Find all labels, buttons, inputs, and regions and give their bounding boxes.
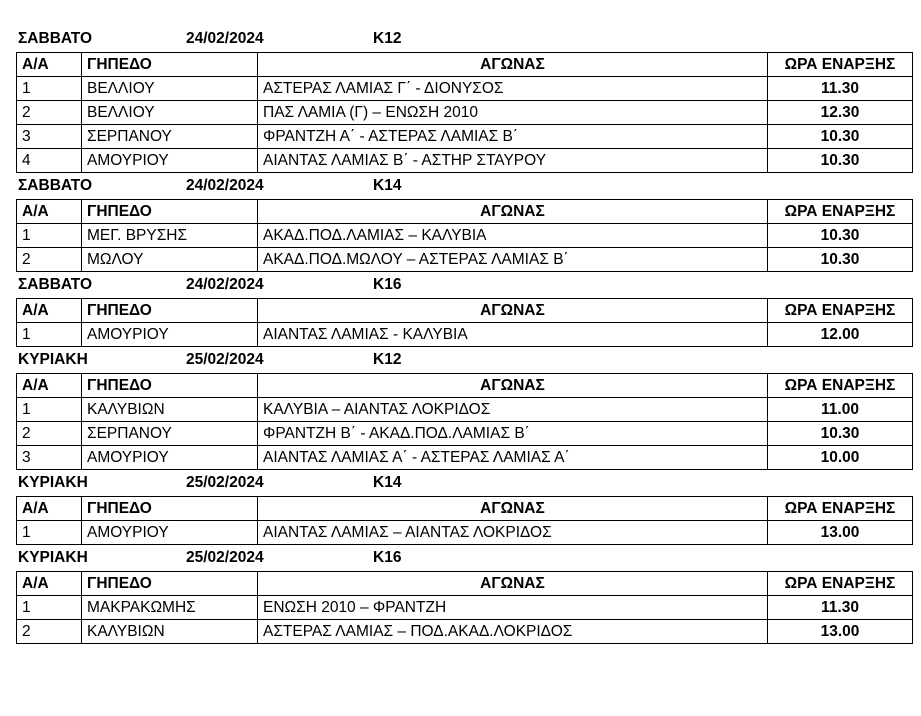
row-match: ΑΣΤΕΡΑΣ ΛΑΜΙΑΣ – ΠΟΔ.ΑΚΑΔ.ΛΟΚΡΙΔΟΣ <box>258 620 768 644</box>
row-number: 2 <box>17 101 82 125</box>
column-header-match: ΑΓΩΝΑΣ <box>258 299 768 323</box>
row-number: 1 <box>17 398 82 422</box>
row-match: ΦΡΑΝΤΖΗ Α΄ - ΑΣΤΕΡΑΣ ΛΑΜΙΑΣ Β΄ <box>258 125 768 149</box>
section-category: Κ12 <box>373 30 402 47</box>
schedule-table <box>16 571 913 644</box>
row-number: 2 <box>17 620 82 644</box>
table-row <box>17 446 913 470</box>
column-header-venue: ΓΗΠΕΔΟ <box>82 200 258 224</box>
row-start-time: 11.30 <box>768 77 913 101</box>
section-day: ΣΑΒΒΑΤΟ <box>18 177 93 194</box>
table-header-row <box>17 497 913 521</box>
section-header <box>16 347 912 373</box>
column-header-match: ΑΓΩΝΑΣ <box>258 200 768 224</box>
section-date: 25/02/2024 <box>186 351 264 368</box>
row-start-time: 10.30 <box>768 248 913 272</box>
table-header-row <box>17 572 913 596</box>
column-header-venue: ΓΗΠΕΔΟ <box>82 299 258 323</box>
row-number: 2 <box>17 422 82 446</box>
table-row <box>17 125 913 149</box>
section-header <box>16 173 912 199</box>
column-header-aa: Α/Α <box>17 497 82 521</box>
section-date: 24/02/2024 <box>186 276 264 293</box>
row-venue: ΑΜΟΥΡΙΟΥ <box>82 323 258 347</box>
section-category: Κ14 <box>373 474 402 491</box>
table-row <box>17 323 913 347</box>
section-date: 25/02/2024 <box>186 474 264 491</box>
row-match: ΑΙΑΝΤΑΣ ΛΑΜΙΑΣ - ΚΑΛΥΒΙΑ <box>258 323 768 347</box>
schedule-document <box>16 26 912 644</box>
row-match: ΚΑΛΥΒΙΑ – ΑΙΑΝΤΑΣ ΛΟΚΡΙΔΟΣ <box>258 398 768 422</box>
column-header-venue: ΓΗΠΕΔΟ <box>82 374 258 398</box>
row-start-time: 10.00 <box>768 446 913 470</box>
row-number: 1 <box>17 77 82 101</box>
row-number: 1 <box>17 596 82 620</box>
column-header-start-time: ΩΡΑ ΕΝΑΡΞΗΣ <box>768 53 913 77</box>
row-number: 2 <box>17 248 82 272</box>
table-row <box>17 422 913 446</box>
schedule-section <box>16 173 912 272</box>
schedule-table <box>16 199 913 272</box>
schedule-table <box>16 496 913 545</box>
section-day: ΚΥΡΙΑΚΗ <box>18 549 88 566</box>
row-start-time: 12.00 <box>768 323 913 347</box>
table-header-row <box>17 200 913 224</box>
schedule-table <box>16 298 913 347</box>
row-start-time: 10.30 <box>768 125 913 149</box>
table-row <box>17 596 913 620</box>
row-match: ΕΝΩΣΗ 2010 – ΦΡΑΝΤΖΗ <box>258 596 768 620</box>
table-row <box>17 149 913 173</box>
row-start-time: 11.00 <box>768 398 913 422</box>
table-row <box>17 398 913 422</box>
row-match: ΠΑΣ ΛΑΜΙΑ (Γ) – ΕΝΩΣΗ 2010 <box>258 101 768 125</box>
row-venue: ΚΑΛΥΒΙΩΝ <box>82 620 258 644</box>
section-day: ΚΥΡΙΑΚΗ <box>18 474 88 491</box>
table-header-row <box>17 374 913 398</box>
section-category: Κ16 <box>373 549 402 566</box>
section-date: 24/02/2024 <box>186 30 264 47</box>
row-match: ΑΚΑΔ.ΠΟΔ.ΛΑΜΙΑΣ – ΚΑΛΥΒΙΑ <box>258 224 768 248</box>
section-date: 24/02/2024 <box>186 177 264 194</box>
column-header-aa: Α/Α <box>17 572 82 596</box>
row-number: 1 <box>17 521 82 545</box>
row-venue: ΑΜΟΥΡΙΟΥ <box>82 149 258 173</box>
section-category: Κ14 <box>373 177 402 194</box>
column-header-start-time: ΩΡΑ ΕΝΑΡΞΗΣ <box>768 572 913 596</box>
row-venue: ΑΜΟΥΡΙΟΥ <box>82 446 258 470</box>
schedule-section <box>16 545 912 644</box>
section-day: ΚΥΡΙΑΚΗ <box>18 351 88 368</box>
section-category: Κ16 <box>373 276 402 293</box>
table-row <box>17 521 913 545</box>
row-start-time: 11.30 <box>768 596 913 620</box>
column-header-aa: Α/Α <box>17 374 82 398</box>
schedule-table <box>16 373 913 470</box>
column-header-match: ΑΓΩΝΑΣ <box>258 374 768 398</box>
schedule-table <box>16 52 913 173</box>
row-match: ΑΙΑΝΤΑΣ ΛΑΜΙΑΣ Β΄ - ΑΣΤΗΡ ΣΤΑΥΡΟΥ <box>258 149 768 173</box>
row-match: ΦΡΑΝΤΖΗ Β΄ - ΑΚΑΔ.ΠΟΔ.ΛΑΜΙΑΣ Β΄ <box>258 422 768 446</box>
row-match: ΑΙΑΝΤΑΣ ΛΑΜΙΑΣ – ΑΙΑΝΤΑΣ ΛΟΚΡΙΔΟΣ <box>258 521 768 545</box>
row-match: ΑΚΑΔ.ΠΟΔ.ΜΩΛΟΥ – ΑΣΤΕΡΑΣ ΛΑΜΙΑΣ Β΄ <box>258 248 768 272</box>
table-row <box>17 620 913 644</box>
column-header-start-time: ΩΡΑ ΕΝΑΡΞΗΣ <box>768 299 913 323</box>
row-start-time: 10.30 <box>768 422 913 446</box>
table-header-row <box>17 299 913 323</box>
column-header-start-time: ΩΡΑ ΕΝΑΡΞΗΣ <box>768 497 913 521</box>
table-row <box>17 224 913 248</box>
table-row <box>17 101 913 125</box>
column-header-start-time: ΩΡΑ ΕΝΑΡΞΗΣ <box>768 374 913 398</box>
row-venue: ΜΑΚΡΑΚΩΜΗΣ <box>82 596 258 620</box>
column-header-aa: Α/Α <box>17 299 82 323</box>
section-day: ΣΑΒΒΑΤΟ <box>18 276 93 293</box>
column-header-aa: Α/Α <box>17 53 82 77</box>
section-header <box>16 272 912 298</box>
row-venue: ΒΕΛΛΙΟΥ <box>82 77 258 101</box>
row-venue: ΣΕΡΠΑΝΟΥ <box>82 125 258 149</box>
schedule-section <box>16 272 912 347</box>
row-number: 3 <box>17 125 82 149</box>
schedule-section <box>16 470 912 545</box>
row-venue: ΒΕΛΛΙΟΥ <box>82 101 258 125</box>
section-day: ΣΑΒΒΑΤΟ <box>18 30 93 47</box>
section-category: Κ12 <box>373 351 402 368</box>
section-header <box>16 470 912 496</box>
column-header-venue: ΓΗΠΕΔΟ <box>82 53 258 77</box>
column-header-match: ΑΓΩΝΑΣ <box>258 53 768 77</box>
row-start-time: 13.00 <box>768 521 913 545</box>
schedule-section <box>16 26 912 173</box>
section-date: 25/02/2024 <box>186 549 264 566</box>
row-number: 1 <box>17 224 82 248</box>
row-number: 1 <box>17 323 82 347</box>
row-venue: ΣΕΡΠΑΝΟΥ <box>82 422 258 446</box>
column-header-match: ΑΓΩΝΑΣ <box>258 572 768 596</box>
row-number: 3 <box>17 446 82 470</box>
column-header-start-time: ΩΡΑ ΕΝΑΡΞΗΣ <box>768 200 913 224</box>
row-venue: ΑΜΟΥΡΙΟΥ <box>82 521 258 545</box>
table-row <box>17 248 913 272</box>
column-header-aa: Α/Α <box>17 200 82 224</box>
row-start-time: 10.30 <box>768 224 913 248</box>
column-header-venue: ΓΗΠΕΔΟ <box>82 497 258 521</box>
section-header <box>16 26 912 52</box>
table-header-row <box>17 53 913 77</box>
row-start-time: 12.30 <box>768 101 913 125</box>
row-venue: ΚΑΛΥΒΙΩΝ <box>82 398 258 422</box>
row-number: 4 <box>17 149 82 173</box>
row-match: ΑΣΤΕΡΑΣ ΛΑΜΙΑΣ Γ΄ - ΔΙΟΝΥΣΟΣ <box>258 77 768 101</box>
row-venue: ΜΩΛΟΥ <box>82 248 258 272</box>
row-start-time: 10.30 <box>768 149 913 173</box>
column-header-venue: ΓΗΠΕΔΟ <box>82 572 258 596</box>
row-match: ΑΙΑΝΤΑΣ ΛΑΜΙΑΣ Α΄ - ΑΣΤΕΡΑΣ ΛΑΜΙΑΣ Α΄ <box>258 446 768 470</box>
column-header-match: ΑΓΩΝΑΣ <box>258 497 768 521</box>
section-header <box>16 545 912 571</box>
row-start-time: 13.00 <box>768 620 913 644</box>
row-venue: ΜΕΓ. ΒΡΥΣΗΣ <box>82 224 258 248</box>
table-row <box>17 77 913 101</box>
schedule-section <box>16 347 912 470</box>
